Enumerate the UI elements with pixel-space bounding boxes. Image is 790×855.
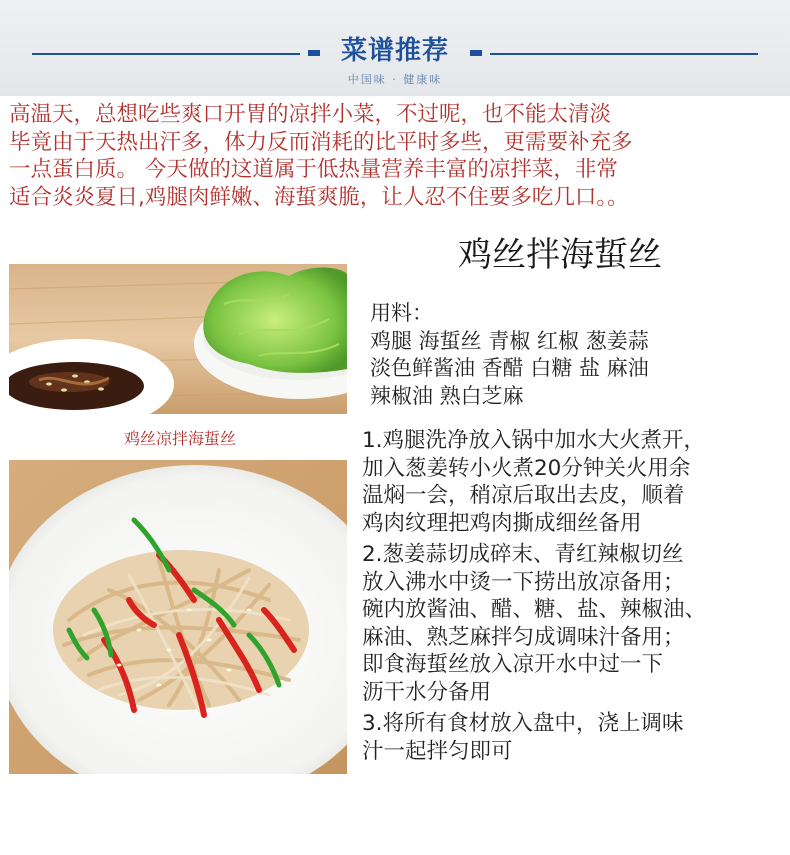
ingredients-line: 淡色鲜酱油 香醋 白糖 盐 麻油	[370, 356, 649, 380]
header-left-dash	[308, 50, 320, 56]
step-line: 1.鸡腿洗净放入锅中加水大火煮开，	[362, 428, 706, 453]
intro-line: 毕竟由于天热出汗多，体力反而消耗的比平时多些，更需要补充多	[9, 129, 633, 155]
step-line: 麻油、熟芝麻拌匀成调味汁备用；	[362, 624, 685, 650]
header-banner	[0, 0, 790, 96]
header-subtitle: 中国味 · 健康味	[347, 73, 443, 86]
step-line: 碗内放酱油、醋、糖、盐、辣椒油、	[362, 597, 707, 622]
step-line: 沥干水分备用	[362, 679, 492, 705]
ingredient-photo	[9, 264, 347, 414]
ingredients-line: 辣椒油 熟白芝麻	[370, 383, 524, 408]
step-line: 汁一起拌匀即可	[362, 738, 513, 764]
recipe-step	[362, 427, 787, 537]
photo-caption: 鸡丝凉拌海蜇丝	[123, 429, 236, 448]
intro-line: 适合炎炎夏日,鸡腿肉鲜嫩、海蜇爽脆，让人忍不住要多吃几口。。	[9, 184, 629, 210]
ingredients-line: 鸡腿 海蜇丝 青椒 红椒 葱姜蒜	[370, 328, 649, 353]
step-line: 即食海蜇丝放入凉开水中过一下	[362, 652, 664, 677]
step-line: 放入沸水中烫一下捞出放凉备用；	[362, 569, 685, 595]
recipe-steps	[362, 427, 787, 769]
header-left-rule	[32, 53, 300, 55]
step-line: 加入葱姜转小火煮20分钟关火用余	[362, 455, 691, 481]
recipe-step	[362, 541, 787, 706]
header-right-rule	[490, 53, 758, 55]
intro-line: 一点蛋白质。 今天做的这道属于低热量营养丰富的凉拌菜，非常	[9, 157, 618, 182]
step-line: 温焖一会，稍凉后取出去皮，顺着	[362, 483, 685, 508]
ingredients-block	[370, 300, 780, 410]
step-line: 鸡肉纹理把鸡肉撕成细丝备用	[362, 510, 642, 536]
recipe-title: 鸡丝拌海蜇丝	[458, 235, 662, 275]
intro-paragraph	[9, 101, 784, 211]
chicken-jellyfish-salad-image	[9, 460, 347, 774]
intro-line: 高温天，总想吃些爽口开胃的凉拌小菜，不过呢，也不能太清淡	[9, 102, 612, 127]
step-line: 3.将所有食材放入盘中，浇上调味	[362, 711, 684, 736]
header-right-dash	[470, 50, 482, 56]
sauce-and-lettuce-image	[9, 264, 347, 414]
header-title: 菜谱推荐	[340, 36, 449, 66]
step-line: 2.葱姜蒜切成碎末、青红辣椒切丝	[362, 542, 684, 567]
ingredients-label: 用料：	[370, 301, 433, 325]
recipe-step	[362, 710, 787, 765]
dish-photo	[9, 460, 347, 774]
